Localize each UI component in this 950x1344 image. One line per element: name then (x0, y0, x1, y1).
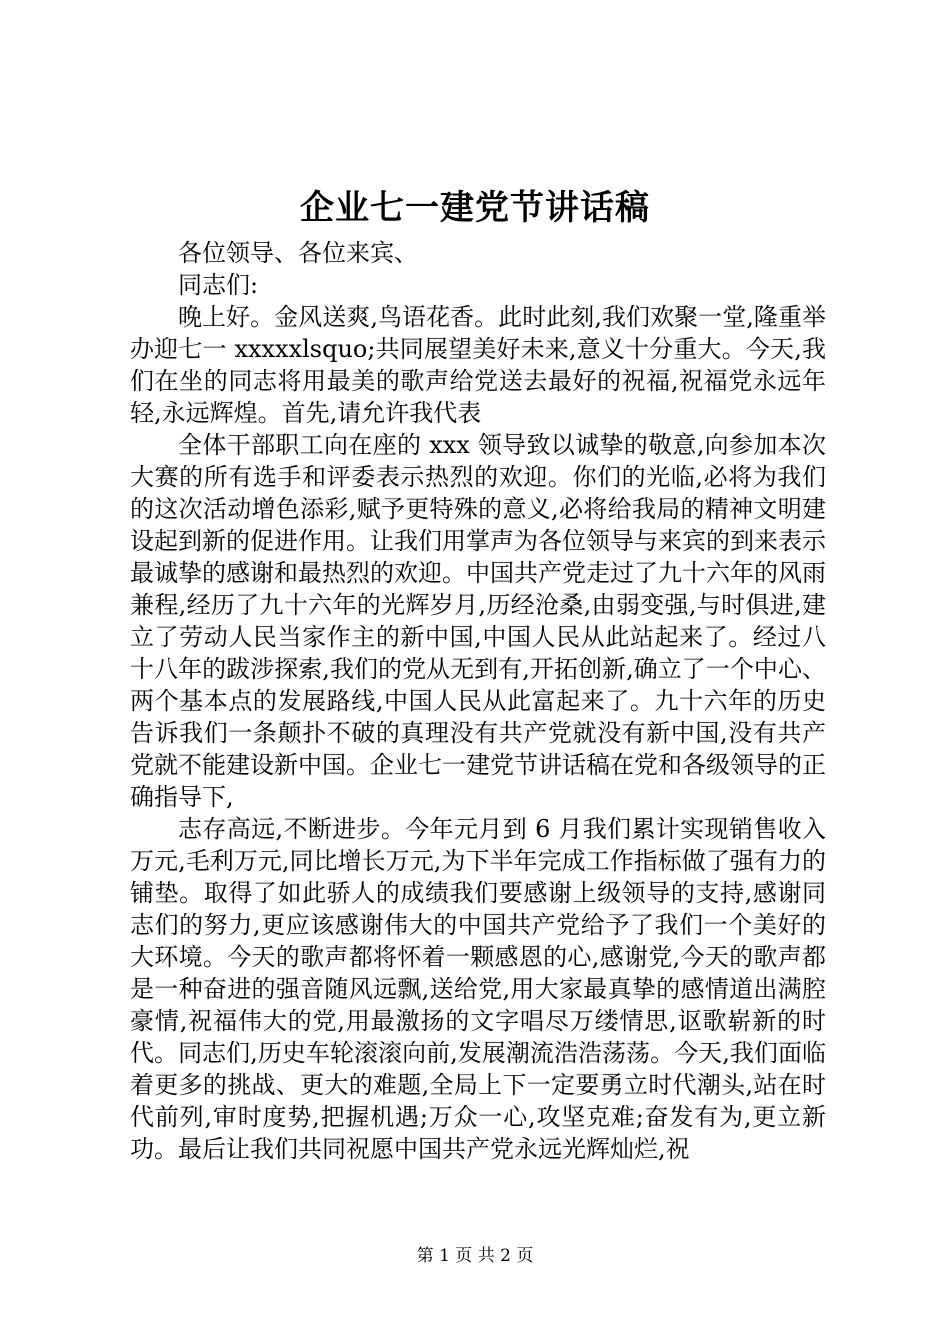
paragraph-history: 全体干部职工向在座的 xxx 领导致以诚挚的敬意,向参加本次大赛的所有选手和评委表示热烈的欢迎。你们的光临,必将为我们的这次活动增色添彩,赋予更特殊的意义,必将给我局的精神文明建设起到新的促进作用。让我们用掌声为各位领导与来宾的到来表示最诚挚的感谢和最热烈的欢迎。中国共产党走过了九十六年的风雨兼程,经历了九十六年的光辉岁月,历经沧桑,由弱变强,与时俱进,建立了劳动人民当家作主的新中国,中国人民从此站起来了。经过八十八年的跋涉探索,我们的党从无到有,开拓创新,确立了一个中心、两个基本点的发展路线,中国人民从此富起来了。九十六年的历史告诉我们一条颠扑不破的真理没有共产党就没有新中国,没有共产党就不能建设新中国。企业七一建党节讲话稿在党和各级领导的正确指导下, (130, 431, 826, 811)
salutation-line-1: 各位领导、各位来宾、 (178, 239, 418, 267)
paragraph-greeting: 晚上好。金风送爽,鸟语花香。此时此刻,我们欢聚一堂,隆重举办迎七一 xxxxxlsquo;共同展望美好未来,意义十分重大。今天,我们在坐的同志将用最美的歌声给党送去最好的祝福,祝福党永远年轻,永远辉煌。首先,请允许我代表 (130, 303, 826, 427)
page-footer: 第 1 页 共 2 页 (416, 1246, 534, 1266)
salutation-line-2: 同志们: (178, 271, 259, 299)
document-title: 企业七一建党节讲话稿 (300, 188, 650, 228)
paragraph-achievements: 志存高远,不断进步。今年元月到 6 月我们累计实现销售收入万元,毛利万元,同比增长万元,为下半年完成工作指标做了强有力的铺垫。取得了如此骄人的成绩我们要感谢上级领导的支持,感谢同志们的努力,更应该感谢伟大的中国共产党给予了我们一个美好的大环境。今天的歌声都将怀着一颗感恩的心,感谢党,今天的歌声都是一种奋进的强音随风远飘,送给党,用大家最真挚的感情道出满腔豪情,祝福伟大的党,用最激扬的文字唱尽万缕情思,讴歌崭新的时代。同志们,历史车轮滚滚向前,发展潮流浩浩荡荡。今天,我们面临着更多的挑战、更大的难题,全局上下一定要勇立时代潮头,站在时代前列,审时度势,把握机遇;万众一心,攻坚克难;奋发有为,更立新功。最后让我们共同祝愿中国共产党永远光辉灿烂,祝 (130, 815, 826, 1163)
document-body (130, 237, 826, 1165)
